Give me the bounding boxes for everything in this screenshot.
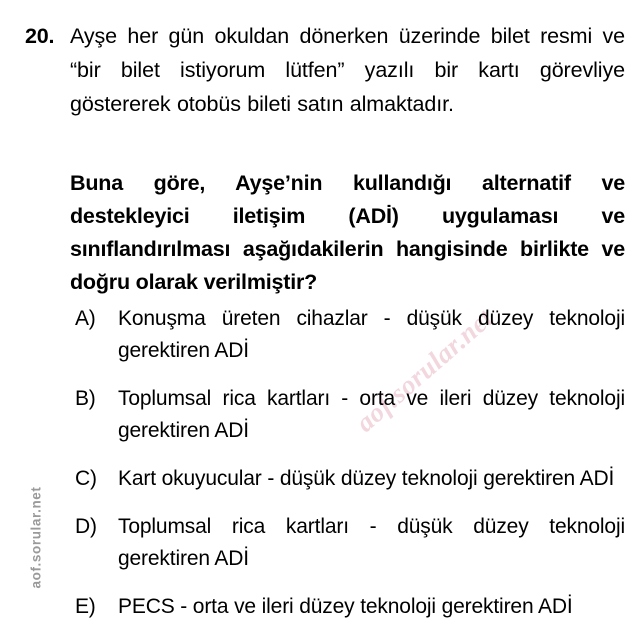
site-watermark-diagonal: aof.sorular.net xyxy=(350,302,499,438)
question-stem xyxy=(25,19,625,121)
option-letter-b: B) xyxy=(75,387,96,410)
answer-option-c[interactable] xyxy=(75,463,625,495)
answer-option-a[interactable] xyxy=(75,303,625,367)
question-number: 20. xyxy=(25,24,55,48)
question-lead-in: Buna göre, Ayşe’nin kullandığı alternatif ve destekleyici iletişim (ADİ) uygulaması ve sınıflandırılması aşağıdakilerin hangisinde birlikte ve doğru olarak verilmiştir? xyxy=(70,171,625,294)
option-letter-a: A) xyxy=(75,307,96,330)
answer-option-e[interactable] xyxy=(75,591,625,623)
option-text-c: Kart okuyucular - düşük düzey teknoloji gerektiren ADİ xyxy=(118,467,615,490)
question-stem-text: Ayşe her gün okuldan dönerken üzerinde bilet resmi ve “bir bilet istiyorum lütfen” yazılı bir kartı görevliye göstererek otobüs bileti satın almaktadır. xyxy=(70,24,625,116)
option-text-e: PECS - orta ve ileri düzey teknoloji gerektiren ADİ xyxy=(118,595,573,618)
answer-option-d[interactable] xyxy=(75,511,625,575)
option-letter-d: D) xyxy=(75,515,97,538)
option-letter-c: C) xyxy=(75,467,97,490)
option-letter-e: E) xyxy=(75,595,96,618)
option-text-b: Toplumsal rica kartları - orta ve ileri düzey teknoloji gerektiren ADİ xyxy=(118,387,625,442)
option-text-a: Konuşma üreten cihazlar - düşük düzey teknoloji gerektiren ADİ xyxy=(118,307,625,362)
option-text-d: Toplumsal rica kartları - düşük düzey teknoloji gerektiren ADİ xyxy=(118,515,625,570)
answer-option-b[interactable] xyxy=(75,383,625,447)
answer-options-list xyxy=(75,303,625,623)
site-watermark-vertical: aof.sorular.net xyxy=(28,486,44,589)
